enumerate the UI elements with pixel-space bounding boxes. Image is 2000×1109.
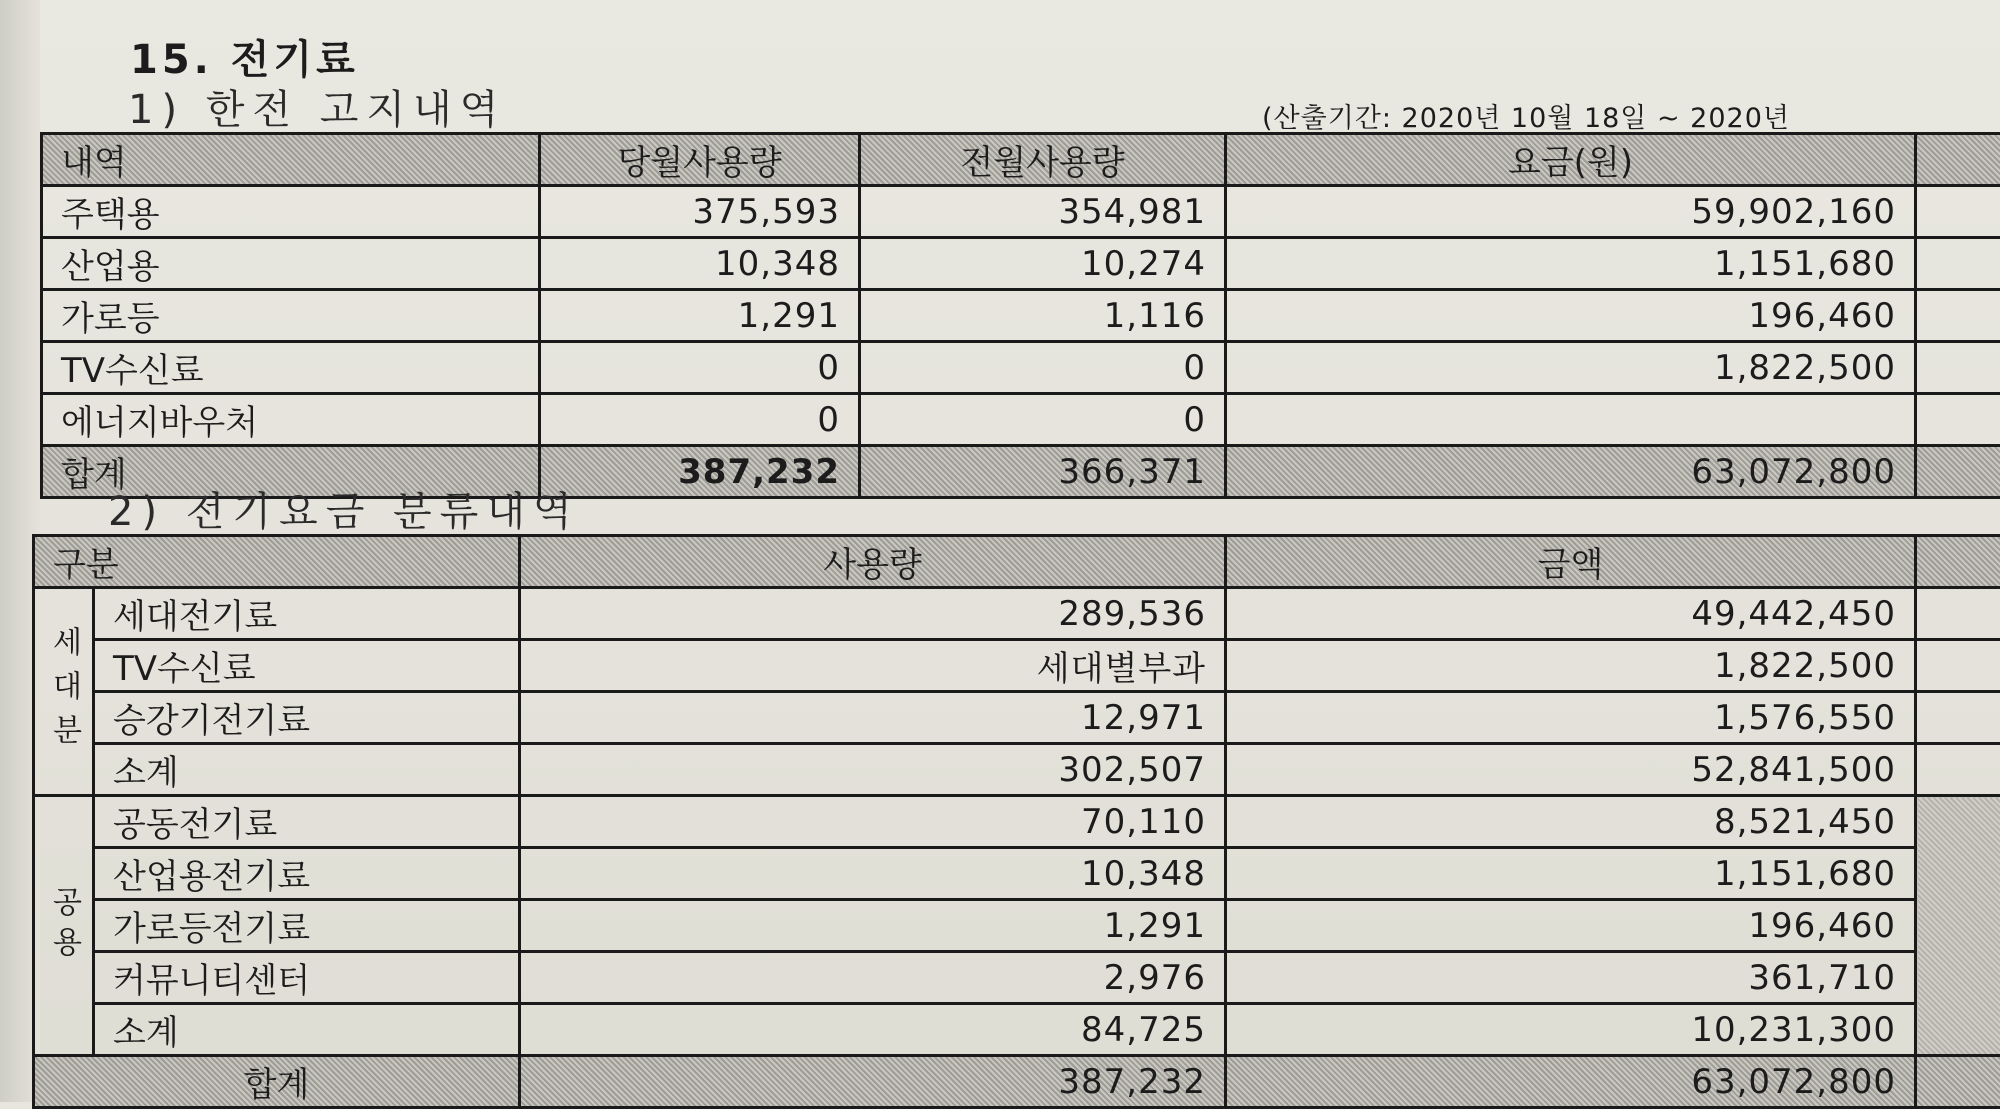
header-category: 구분 [34, 536, 520, 588]
household-row [34, 640, 2000, 692]
extra-cell [1916, 588, 2000, 640]
classification-header-row [34, 536, 2000, 588]
extra-cell [1916, 342, 2000, 394]
billing-row [42, 238, 2000, 290]
extra-cell [1916, 446, 2000, 498]
common-row [34, 848, 2000, 900]
amount: 10,231,300 [1226, 1004, 1916, 1056]
fee: 1,822,500 [1226, 342, 1916, 394]
common-row [34, 900, 2000, 952]
header-previous-usage: 전월사용량 [860, 134, 1226, 186]
header-usage: 사용량 [520, 536, 1226, 588]
row-label: 커뮤니티센터 [94, 952, 520, 1004]
calculation-period: (산출기간: 2020년 10월 18일 ~ 2020년 [1262, 96, 1790, 135]
extra-cell [1916, 186, 2000, 238]
amount: 196,460 [1226, 900, 1916, 952]
fee: 196,460 [1226, 290, 1916, 342]
total-usage: 387,232 [520, 1056, 1226, 1108]
common-subtotal-row [34, 1004, 2000, 1056]
household-group-label: 세대분 [34, 588, 94, 796]
fee: 59,902,160 [1226, 186, 1916, 238]
common-row [34, 952, 2000, 1004]
total-amount: 63,072,800 [1226, 1056, 1916, 1108]
usage: 2,976 [520, 952, 1226, 1004]
billing-row [42, 342, 2000, 394]
common-row [34, 796, 2000, 848]
row-label: 에너지바우처 [42, 394, 540, 446]
extra-cell [1916, 692, 2000, 744]
billing-row [42, 394, 2000, 446]
row-label: 가로등전기료 [94, 900, 520, 952]
billing-row [42, 290, 2000, 342]
previous-usage: 354,981 [860, 186, 1226, 238]
usage: 84,725 [520, 1004, 1226, 1056]
header-fee: 요금(원) [1226, 134, 1916, 186]
classification-table [32, 534, 2000, 1109]
total-previous-usage: 366,371 [860, 446, 1226, 498]
row-label: 세대전기료 [94, 588, 520, 640]
usage: 70,110 [520, 796, 1226, 848]
usage: 1,291 [520, 900, 1226, 952]
header-extra [1916, 536, 2000, 588]
current-usage: 1,291 [540, 290, 860, 342]
amount: 1,822,500 [1226, 640, 1916, 692]
header-extra [1916, 134, 2000, 186]
section2-heading: 2) 전기요금 분류내역 [108, 480, 580, 537]
row-label: 산업용 [42, 238, 540, 290]
billing-header-row [42, 134, 2000, 186]
amount: 52,841,500 [1226, 744, 1916, 796]
row-label: 소계 [94, 744, 520, 796]
amount: 49,442,450 [1226, 588, 1916, 640]
row-label: 공동전기료 [94, 796, 520, 848]
extra-cell [1916, 290, 2000, 342]
amount: 1,576,550 [1226, 692, 1916, 744]
common-group-label: 공용 [34, 796, 94, 1056]
row-label: 승강기전기료 [94, 692, 520, 744]
extra-cell [1916, 394, 2000, 446]
current-usage: 375,593 [540, 186, 860, 238]
header-current-usage: 당월사용량 [540, 134, 860, 186]
usage: 302,507 [520, 744, 1226, 796]
extra-cell [1916, 1056, 2000, 1108]
header-item: 내역 [42, 134, 540, 186]
total-current-usage: 387,232 [540, 446, 860, 498]
previous-usage: 1,116 [860, 290, 1226, 342]
billing-row [42, 186, 2000, 238]
usage: 10,348 [520, 848, 1226, 900]
classification-total-row [34, 1056, 2000, 1108]
total-label: 합계 [34, 1056, 520, 1108]
row-label: 가로등 [42, 290, 540, 342]
total-label: 합계 [42, 446, 540, 498]
current-usage: 0 [540, 394, 860, 446]
previous-usage: 0 [860, 342, 1226, 394]
page-title: 15. 전기료 [130, 28, 359, 85]
household-subtotal-row [34, 744, 2000, 796]
billing-table [40, 132, 2000, 499]
current-usage: 10,348 [540, 238, 860, 290]
row-label: TV수신료 [94, 640, 520, 692]
section1-heading: 1) 한전 고지내역 [128, 78, 506, 135]
usage: 세대별부과 [520, 640, 1226, 692]
extra-cell [1916, 744, 2000, 796]
extra-shaded-cell [1916, 796, 2000, 1056]
total-fee: 63,072,800 [1226, 446, 1916, 498]
usage: 12,971 [520, 692, 1226, 744]
row-label: TV수신료 [42, 342, 540, 394]
amount: 1,151,680 [1226, 848, 1916, 900]
header-amount: 금액 [1226, 536, 1916, 588]
fee: 1,151,680 [1226, 238, 1916, 290]
row-label: 소계 [94, 1004, 520, 1056]
fee [1226, 394, 1916, 446]
usage: 289,536 [520, 588, 1226, 640]
household-row [34, 692, 2000, 744]
previous-usage: 10,274 [860, 238, 1226, 290]
row-label: 산업용전기료 [94, 848, 520, 900]
amount: 8,521,450 [1226, 796, 1916, 848]
row-label: 주택용 [42, 186, 540, 238]
household-row [34, 588, 2000, 640]
amount: 361,710 [1226, 952, 1916, 1004]
previous-usage: 0 [860, 394, 1226, 446]
current-usage: 0 [540, 342, 860, 394]
extra-cell [1916, 640, 2000, 692]
extra-cell [1916, 238, 2000, 290]
